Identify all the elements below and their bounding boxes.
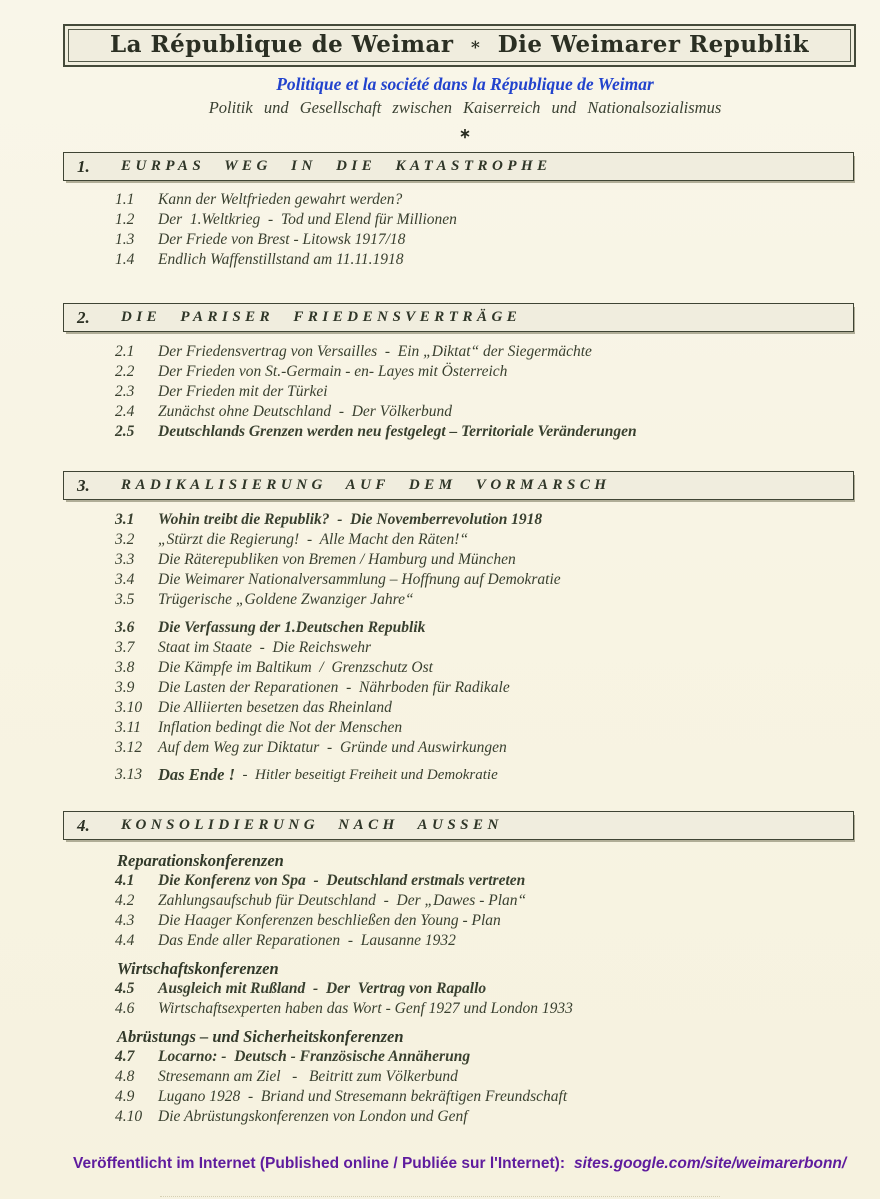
footer-url: sites.google.com/site/weimarerbonn/ [574, 1155, 847, 1172]
item-text: Die Abrüstungskonferenzen von London und Genf [158, 1108, 468, 1125]
item-text: Der Friede von Brest - Litowsk 1917/18 [158, 231, 406, 248]
toc-item-4-3 [115, 911, 880, 931]
section-4-group-1-items [115, 871, 880, 951]
divider-asterisk: ∗ [459, 127, 471, 142]
item-number: 3.6 [115, 619, 135, 636]
item-number: 2.1 [115, 343, 135, 360]
title-banner-inner [68, 29, 851, 62]
toc-item-1-1 [115, 190, 880, 210]
toc-item-3-6 [115, 618, 880, 638]
subtitle-german: Politik und Gesellschaft zwischen Kaiserreich und Nationalsozialismus [208, 98, 722, 117]
item-text: Wirtschaftsexperten haben das Wort - Genf 1927 und London 1933 [158, 1000, 573, 1017]
item-number: 2.3 [115, 383, 135, 400]
toc-item-4-4 [115, 931, 880, 951]
group-heading-disarmament: Abrüstungs – und Sicherheitskonferenzen [117, 1027, 404, 1046]
item-text: Der Frieden von St.-Germain - en- Layes mit Österreich [158, 363, 508, 380]
item-number: 1.2 [115, 211, 135, 228]
toc-item-2-5 [115, 422, 880, 442]
toc-item-2-2 [115, 362, 880, 382]
toc-item-2-1 [115, 342, 880, 362]
item-text: Kann der Weltfrieden gewahrt werden? [158, 191, 403, 208]
section-2-title: DIE PARISER FRIEDENSVERTRÄGE [121, 309, 522, 325]
section-3-number: 3. [77, 475, 90, 495]
item-number: 4.9 [115, 1088, 135, 1105]
title-separator-glyph: ∗ [469, 35, 482, 55]
toc-item-2-3 [115, 382, 880, 402]
item-number: 3.2 [115, 531, 135, 548]
title-banner [63, 24, 856, 67]
item-number: 4.7 [115, 1048, 135, 1065]
toc-item-3-8 [115, 658, 880, 678]
section-2-number: 2. [77, 307, 90, 327]
item-text: Ausgleich mit Rußland - Der Vertrag von Rapallo [158, 980, 487, 997]
item-number: 2.5 [115, 423, 135, 440]
item-text: Das Ende aller Reparationen - Lausanne 1932 [158, 932, 456, 949]
item-number: 4.1 [115, 872, 135, 889]
item-number: 3.5 [115, 591, 135, 608]
item-text: Staat im Staate - Die Reichswehr [158, 639, 372, 656]
item-text: Zunächst ohne Deutschland - Der Völkerbund [158, 403, 453, 420]
item-text: Die Kämpfe im Baltikum / Grenzschutz Ost [158, 659, 433, 676]
item-text: Locarno: - Deutsch - Französische Annäherung [158, 1048, 471, 1065]
item-number: 3.11 [115, 719, 141, 736]
section-1-items [115, 190, 880, 270]
section-1-number: 1. [77, 156, 90, 176]
toc-item-3-10 [115, 698, 880, 718]
item-text: Zahlungsaufschub für Deutschland - Der „Dawes - Plan“ [158, 892, 527, 909]
item-text: Der Friedensvertrag von Versailles - Ein „Diktat“ der Siegermächte [158, 343, 592, 360]
toc-item-2-4 [115, 402, 880, 422]
item-number: 1.1 [115, 191, 135, 208]
item-text: Inflation bedingt die Not der Menschen [158, 719, 403, 736]
item-number: 1.3 [115, 231, 135, 248]
toc-item-3-12 [115, 738, 880, 758]
item-text: Endlich Waffenstillstand am 11.11.1918 [158, 251, 404, 268]
item-text-rest: - Hitler beseitigt Freiheit und Demokratie [235, 767, 498, 783]
toc-item-3-3 [115, 550, 880, 570]
toc-item-4-6 [115, 999, 880, 1019]
item-number: 4.4 [115, 932, 135, 949]
item-text: Der 1.Weltkrieg - Tod und Elend für Millionen [158, 211, 457, 228]
toc-item-4-9 [115, 1087, 880, 1107]
toc-item-3-2 [115, 530, 880, 550]
section-3-header [63, 471, 854, 500]
item-number: 4.6 [115, 1000, 135, 1017]
item-text: Die Räterepubliken von Bremen / Hamburg und München [158, 551, 516, 568]
item-text: Trügerische „Goldene Zwanziger Jahre“ [158, 591, 414, 608]
item-number: 4.5 [115, 980, 135, 997]
item-text: Deutschlands Grenzen werden neu festgelegt – Territoriale Veränderungen [158, 423, 637, 440]
item-text-lead: Das Ende ! [158, 765, 236, 784]
item-text: Die Haager Konferenzen beschließen den Young - Plan [158, 912, 501, 929]
toc-item-3-1 [115, 510, 880, 530]
item-text: Die Konferenz von Spa - Deutschland erstmals vertreten [158, 872, 526, 889]
toc-item-4-5 [115, 979, 880, 999]
item-number: 3.3 [115, 551, 135, 568]
item-number: 3.13 [115, 766, 143, 783]
item-number: 3.1 [115, 511, 135, 528]
toc-item-4-10 [115, 1107, 880, 1127]
toc-item-4-1 [115, 871, 880, 891]
item-number: 4.2 [115, 892, 135, 909]
toc-item-4-8 [115, 1067, 880, 1087]
section-4-group-3-items [115, 1047, 880, 1127]
item-number: 3.10 [115, 699, 143, 716]
toc-item-3-5 [115, 590, 880, 610]
item-text: Wohin treibt die Republik? - Die Novemberrevolution 1918 [158, 511, 543, 528]
item-text: „Stürzt die Regierung! - Alle Macht den Räten!“ [158, 531, 469, 548]
section-1-title: EURPAS WEG IN DIE KATASTROPHE [121, 158, 552, 174]
section-2-items [115, 342, 880, 442]
item-number: 2.2 [115, 363, 135, 380]
section-1-header [63, 152, 854, 181]
item-number: 3.4 [115, 571, 135, 588]
toc-item-4-7 [115, 1047, 880, 1067]
section-4-group-2-items [115, 979, 880, 1019]
section-4-title: KONSOLIDIERUNG NACH AUSSEN [121, 817, 503, 833]
toc-item-1-2 [115, 210, 880, 230]
item-number: 4.3 [115, 912, 135, 929]
section-2-header [63, 303, 854, 332]
item-number: 2.4 [115, 403, 135, 420]
item-number: 4.10 [115, 1108, 143, 1125]
item-text: Die Lasten der Reparationen - Nährboden für Radikale [158, 679, 510, 696]
publication-footer [73, 1155, 846, 1173]
item-text: Stresemann am Ziel - Beitritt zum Völkerbund [158, 1068, 458, 1085]
item-number: 1.4 [115, 251, 135, 268]
page-title [110, 31, 809, 58]
group-heading-reparations: Reparationskonferenzen [117, 851, 284, 870]
item-text: Die Weimarer Nationalversammlung – Hoffnung auf Demokratie [158, 571, 561, 588]
section-3-items [115, 510, 880, 786]
footer-label: Veröffentlicht im Internet (Published online / Publiée sur l'Internet): [73, 1155, 565, 1172]
toc-item-3-13 [115, 764, 880, 786]
item-number: 3.8 [115, 659, 135, 676]
group-heading-economy: Wirtschaftskonferenzen [117, 959, 279, 978]
toc-item-3-11 [115, 718, 880, 738]
subtitle-french: Politique et la société dans la République de Weimar [276, 74, 654, 94]
toc-item-1-4 [115, 250, 880, 270]
item-number: 3.12 [115, 739, 143, 756]
item-text: Der Frieden mit der Türkei [158, 383, 328, 400]
item-text: Lugano 1928 - Briand und Stresemann bekräftigen Freundschaft [158, 1088, 568, 1105]
subtitle-block [50, 74, 880, 142]
item-text: Die Alliierten besetzen das Rheinland [158, 699, 392, 716]
page-title-right: Die Weimarer Republik [497, 31, 810, 58]
toc-item-1-3 [115, 230, 880, 250]
item-number: 3.9 [115, 679, 135, 696]
section-4-header [63, 811, 854, 840]
item-text: Auf dem Weg zur Diktatur - Gründe und Auswirkungen [158, 739, 507, 756]
toc-item-3-9 [115, 678, 880, 698]
page-title-left: La République de Weimar [109, 31, 454, 58]
toc-item-3-4 [115, 570, 880, 590]
item-text: Die Verfassung der 1.Deutschen Republik [158, 619, 426, 636]
item-number: 4.8 [115, 1068, 135, 1085]
scan-edge-line [160, 1196, 720, 1197]
toc-item-4-2 [115, 891, 880, 911]
toc-item-3-7 [115, 638, 880, 658]
item-number: 3.7 [115, 639, 135, 656]
section-4-number: 4. [77, 815, 90, 835]
section-3-title: RADIKALISIERUNG AUF DEM VORMARSCH [121, 477, 611, 493]
